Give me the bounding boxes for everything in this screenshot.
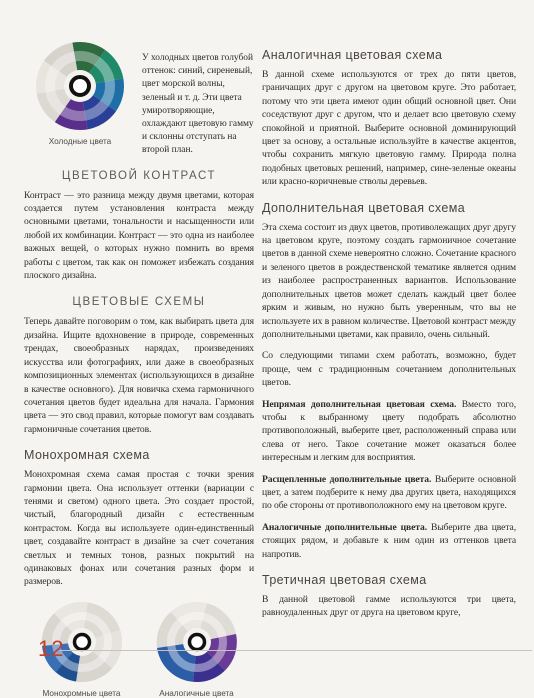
indirect-text: Вместо того, чтобы к выбранному цвету подобрать абсолютно противоположный, выберите цвет, расположенный справа или слева от него. Такое сочетание может оказаться более интересным и легким для восприятия. bbox=[262, 398, 516, 464]
analog-comp-text: Выберите два цвета, стоящих рядом, и добавьте к ним один из оттенков цвета напротив. bbox=[262, 521, 516, 560]
split-paragraph bbox=[262, 473, 516, 513]
analog-wheel-figure bbox=[154, 599, 240, 698]
triad-heading: Третичная цветовая схема bbox=[262, 573, 427, 587]
triad-paragraph: В данной цветовой гамме используются три цвета, равноудаленных друг от друга на цветовом круге, bbox=[262, 594, 516, 619]
schemes-paragraph: Теперь давайте поговорим о том, как выбирать цвета для дизайна. Ищите вдохновение в природе, современных трендах, своеобразных нарядах, произведениях искусства или фотографиях, или даже в своеобразных композиционных элементах (использующихся в дизайне в качестве основного). Для новичка схема гармоничного сочетания цветов будет идеальна для начала. Гармония цвета — это свод правил, которые помогут вам создавать гармоничные сочетания цветов. bbox=[24, 316, 254, 435]
contrast-paragraph: Контраст — это разница между двумя цветами, которая создается путем установления контраста между основными цветами, тональности и насыщенности или любой их комбинации. Контраст — это одна из наиболее важных вещей, о которых нужно помнить во время работы с цветом, так как он поможет избежать создания плоского дизайна. bbox=[24, 189, 254, 282]
mono-heading: Монохромная схема bbox=[24, 448, 150, 463]
contrast-heading: ЦВЕТОВОЙ КОНТРАСТ bbox=[61, 169, 217, 182]
complement-heading: Дополнительная цветовая схема bbox=[262, 200, 466, 215]
footer-rule bbox=[60, 650, 532, 651]
analog-paragraph: В данной схеме используются от трех до пяти цветов, граничащих друг с другом на цветовом круге. Это работает, потому что эти цвета имеют один общий основной цвет. Они соседствуют друг с другом, что и делает всю цветовую схему спокойной и приятной. Выберите основной доминирующий цвет за основу, а остальные используйте в качестве акцентов, чтобы сохранить мягкую цветовую гамму. Природа полна подобных цветовых решений, например, сине-зеленые океаны или красно-коричневые стволы деревьев. bbox=[262, 69, 516, 188]
cold-colors-figure bbox=[24, 38, 136, 158]
analog-comp-paragraph bbox=[262, 521, 516, 561]
right-column bbox=[262, 48, 516, 620]
indirect-label: Непрямая дополнительная цветовая схема. bbox=[262, 398, 457, 410]
page-number: 12 bbox=[38, 636, 65, 661]
mono-wheel-caption: Монохромные цвета bbox=[42, 688, 121, 698]
cold-color-wheel-image bbox=[32, 38, 128, 134]
cold-colors-block bbox=[24, 38, 254, 158]
cold-colors-text: У холодных цветов голубой оттенок: синий, сиреневый, цвет морской волны, зеленый и т. д. Эти цвета умиротворяющие, охлаждают цветовую гамму и склонны отступать на второй план. bbox=[142, 53, 254, 156]
split-text: Выберите основной цвет, а затем подберите к нему два других цвета, находящихся по обе стороны от противоположного ему на цветовом круге. bbox=[262, 473, 516, 512]
analog-heading: Аналогичная цветовая схема bbox=[262, 48, 443, 62]
cold-colors-caption: Холодные цвета bbox=[48, 137, 112, 146]
analog-color-wheel-image bbox=[154, 599, 240, 685]
left-column bbox=[24, 38, 254, 698]
analog-comp-label: Аналогичные дополнительные цвета. bbox=[262, 521, 428, 533]
variants-intro-paragraph: Со следующими типами схем работать, возможно, будет проще, чем с традиционным сочетанием дополнительных цветов. bbox=[262, 350, 516, 389]
mono-paragraph: Монохромная схема самая простая с точки зрения гармонии цвета. Она использует оттенки (вариации с тенями и светом) одного цвета. Это создает простой, чистый, благородный дизайн с естественным контрастом. Когда вы используете один-единственный цвет, создавайте контраст в дизайне за счет сочетания светлых и темных тонов, разных покрытий на одинаковых фонах или сочетания разных форм и размеров. bbox=[24, 469, 254, 588]
schemes-heading: ЦВЕТОВЫЕ СХЕМЫ bbox=[72, 296, 206, 309]
analog-wheel-caption: Аналогичные цвета bbox=[159, 688, 234, 698]
split-label: Расщепленные дополнительные цвета. bbox=[262, 473, 432, 485]
indirect-paragraph bbox=[262, 398, 516, 465]
complement-paragraph: Эта схема состоит из двух цветов, противолежащих друг другу на цветовом круге, поэтому создать гармоничное сочетание цветов в данной схеме невероятно сложно. Сочетание красного и зеленого цветов в рождественской тематике является одним из наиболее распространенных вариантов. Использование дополнительных цветов может сделать каждый цвет более ярким и живым, но нужно быть уверенным, что вы не используете их в равном количестве. Цветовой контраст между дополнительными цветами, как правило, очень сильный. bbox=[262, 221, 516, 340]
